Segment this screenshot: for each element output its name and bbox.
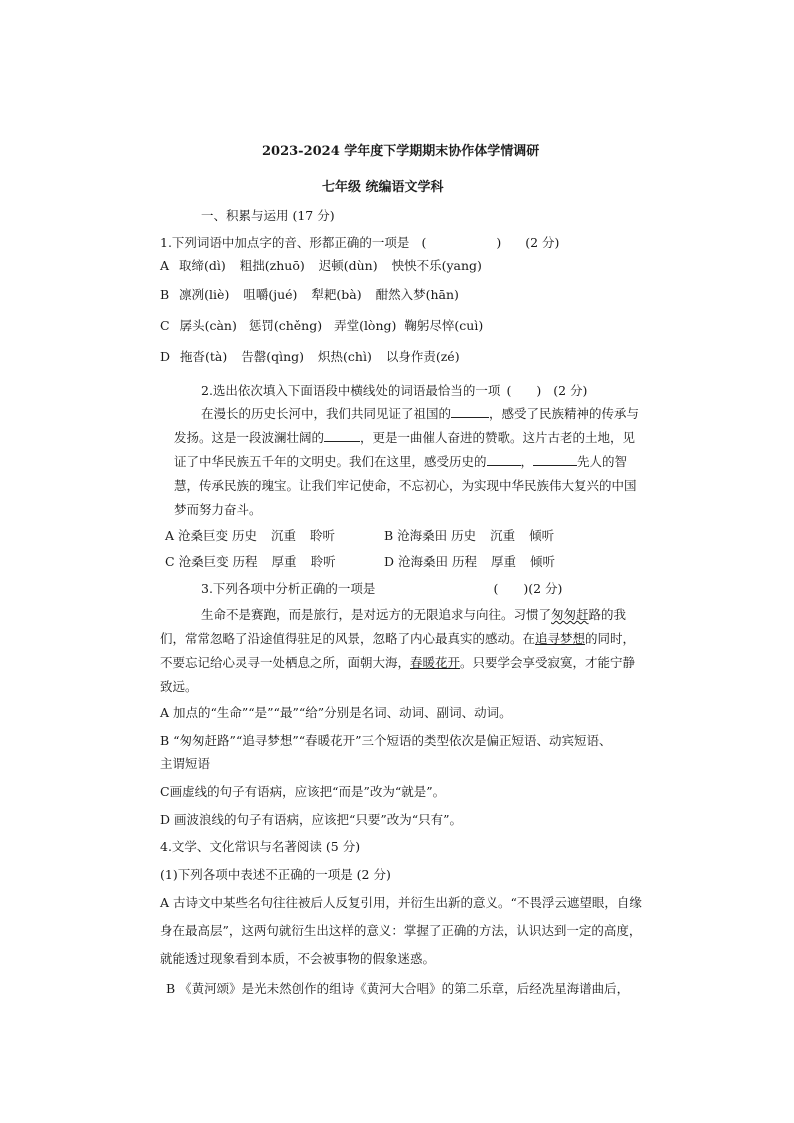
q2-passage-line: 慧，传承民族的瑰宝。让我们牢记使命，不忘初心，为实现中华民族伟大复兴的中国 (174, 478, 637, 493)
q3-option-d: D 画波浪线的句子有语病，应该把“只要”改为“只有”。 (160, 812, 463, 827)
q4-line: B 《黄河颂》是光未然创作的组诗《黄河大合唱》的第二乐章，后经冼星海谱曲后， (166, 981, 630, 996)
q2-stem (201, 385, 587, 398)
passage-text: 的同时， (585, 631, 636, 646)
q4-stem: 4.文学、文化常识与名著阅读 (5 分) (160, 839, 361, 854)
option-word: 倾听 (530, 554, 556, 569)
q2-option-c (165, 556, 336, 569)
fill-blank (324, 440, 360, 442)
option-word: 酣然入梦(hān) (375, 287, 459, 302)
q4-line: A 古诗文中某些名句往往被后人反复引用，并衍生出新的意义。“不畏浮云遮望眼，自缘 (160, 895, 642, 910)
option-word: 弄堂(lòng) (334, 318, 397, 333)
q2-passage-line (201, 408, 639, 421)
q2-stem-text: 2.选出依次填入下面语段中横线处的词语最恰当的一项 (201, 383, 501, 398)
wavy-underline-phrase: 匆匆赶 (551, 607, 589, 622)
underline-phrase: 春暖花开 (410, 655, 461, 670)
q2-passage-line (174, 456, 627, 469)
q2-paren: ( ) (506, 383, 542, 398)
q3-option-b: B “匆匆赶路”“追寻梦想”“春暖花开”三个短语的类型依次是偏正短语、动宾短语、 (160, 733, 612, 748)
option-letter: A (165, 528, 175, 543)
q4-sub1: (1)下列各项中表述不正确的一项是 (2 分) (160, 867, 391, 882)
passage-text: 发扬。这是一段波澜壮阔的 (174, 430, 325, 445)
q3-passage-line (160, 633, 635, 646)
option-word: 以身作责(zé) (385, 349, 460, 364)
q1-option-b (160, 289, 459, 302)
option-word: 聆听 (310, 528, 336, 543)
q4-line: 身在最高层”，这两句就衍生出这样的意义：掌握了正确的方法，认识达到一定的高度， (160, 923, 642, 938)
option-letter: C (160, 318, 170, 333)
option-word: 倾听 (529, 528, 555, 543)
passage-text: 生命不是赛跑，而是旅行，是对远方的无限追求与向往。习惯了 (201, 607, 552, 622)
passage-text: 路的我 (588, 607, 627, 622)
q3-option-c: C画虚线的句子有语病，应该把“而是”改为“就是”。 (160, 784, 446, 799)
section-heading: 一、积累与运用 (17 分) (201, 208, 335, 223)
option-word: 沧桑巨变 历程 (178, 554, 258, 569)
exam-title: 2023-2024 学年度下学期期末协作体学情调研 (262, 144, 540, 159)
q3-stem-text: 3.下列各项中分析正确的一项是 (201, 581, 376, 596)
q3-passage-line (201, 609, 626, 622)
q1-points: (2 分) (525, 235, 560, 250)
passage-text: 不要忘记给心灵寻一处栖息之所，面朝大海， (160, 655, 411, 670)
option-word: 鞠躬尽悴(cuì) (404, 318, 484, 333)
underline-phrase: 追寻梦想 (535, 631, 586, 646)
passage-text: ， (520, 454, 534, 469)
option-word: 聆听 (310, 554, 336, 569)
exam-subtitle: 七年级 统编语文学科 (322, 180, 444, 195)
q3-option-b-cont: 主谓短语 (160, 756, 211, 771)
q1-stem-text: 1.下列词语中加点字的音、形都正确的一项是 (160, 235, 410, 250)
option-letter: D (160, 349, 171, 364)
option-letter: B (160, 287, 170, 302)
option-word: 粗拙(zhuō) (239, 258, 305, 273)
option-letter: B (384, 528, 394, 543)
option-word: 取缔(dì) (179, 258, 226, 273)
passage-text: 先人的智 (577, 454, 628, 469)
q1-paren-close: ) (496, 235, 502, 250)
q2-passage-line: 梦而努力奋斗。 (174, 502, 262, 517)
q4-line: 就能透过现象看到本质，不会被事物的假象迷惑。 (160, 951, 436, 966)
fill-blank (451, 416, 489, 418)
option-word: 怏怏不乐(yang) (391, 258, 482, 273)
q1-option-d (160, 351, 460, 364)
passage-text: 在漫长的历史长河中，我们共同见证了祖国的 (201, 406, 452, 421)
passage-text: 证了中华民族五千年的文明史。我们在这里，感受历史的 (174, 454, 487, 469)
option-word: 告罄(qìng) (241, 349, 305, 364)
q2-option-d (384, 556, 555, 569)
option-word: 沧桑巨变 历史 (178, 528, 257, 543)
q2-option-b (384, 530, 554, 543)
q3-passage-line (160, 657, 635, 670)
option-word: 厚重 (491, 554, 517, 569)
option-word: 咀嚼(jué) (243, 287, 298, 302)
option-word: 惩罚(chěng) (248, 318, 323, 333)
q2-points: (2 分) (553, 383, 588, 398)
option-word: 沧海桑田 历史 (397, 528, 477, 543)
option-word: 沉重 (271, 528, 297, 543)
q1-option-a (160, 260, 482, 273)
q3-stem (201, 583, 562, 596)
fill-blank (487, 464, 521, 466)
option-letter: D (384, 554, 395, 569)
q3-passage-line: 致远。 (160, 679, 198, 694)
option-word: 厚重 (271, 554, 297, 569)
option-word: 犁耙(bà) (311, 287, 362, 302)
q3-option-a: A 加点的“生命”“是”“最”“给”分别是名词、动词、副词、动词。 (160, 705, 512, 720)
q2-option-a (165, 530, 335, 543)
option-word: 沧海桑田 历程 (398, 554, 477, 569)
q3-paren: ( )(2 分) (493, 581, 563, 596)
q1-stem (160, 237, 559, 250)
q1-paren-open: ( (421, 235, 427, 250)
option-word: 拖沓(tà) (180, 349, 228, 364)
passage-text: 。只要学会享受寂寞，才能宁静 (460, 655, 636, 670)
option-word: 沉重 (490, 528, 516, 543)
q2-passage-line (174, 432, 635, 445)
option-word: 孱头(càn) (179, 318, 237, 333)
passage-text: ，感受了民族精神的传承与 (489, 406, 640, 421)
fill-blank (533, 464, 577, 466)
option-letter: C (165, 554, 175, 569)
option-word: 凛冽(liè) (179, 287, 230, 302)
option-letter: A (160, 258, 170, 273)
option-word: 迟顿(dùn) (318, 258, 378, 273)
passage-text: ，更是一曲催人奋进的赞歌。这片古老的土地，见 (360, 430, 636, 445)
option-word: 炽热(chì) (318, 349, 372, 364)
passage-text: 们，常常忽略了沿途值得驻足的风景，忽略了内心最真实的感动。在 (160, 631, 536, 646)
q1-option-c (160, 320, 483, 333)
